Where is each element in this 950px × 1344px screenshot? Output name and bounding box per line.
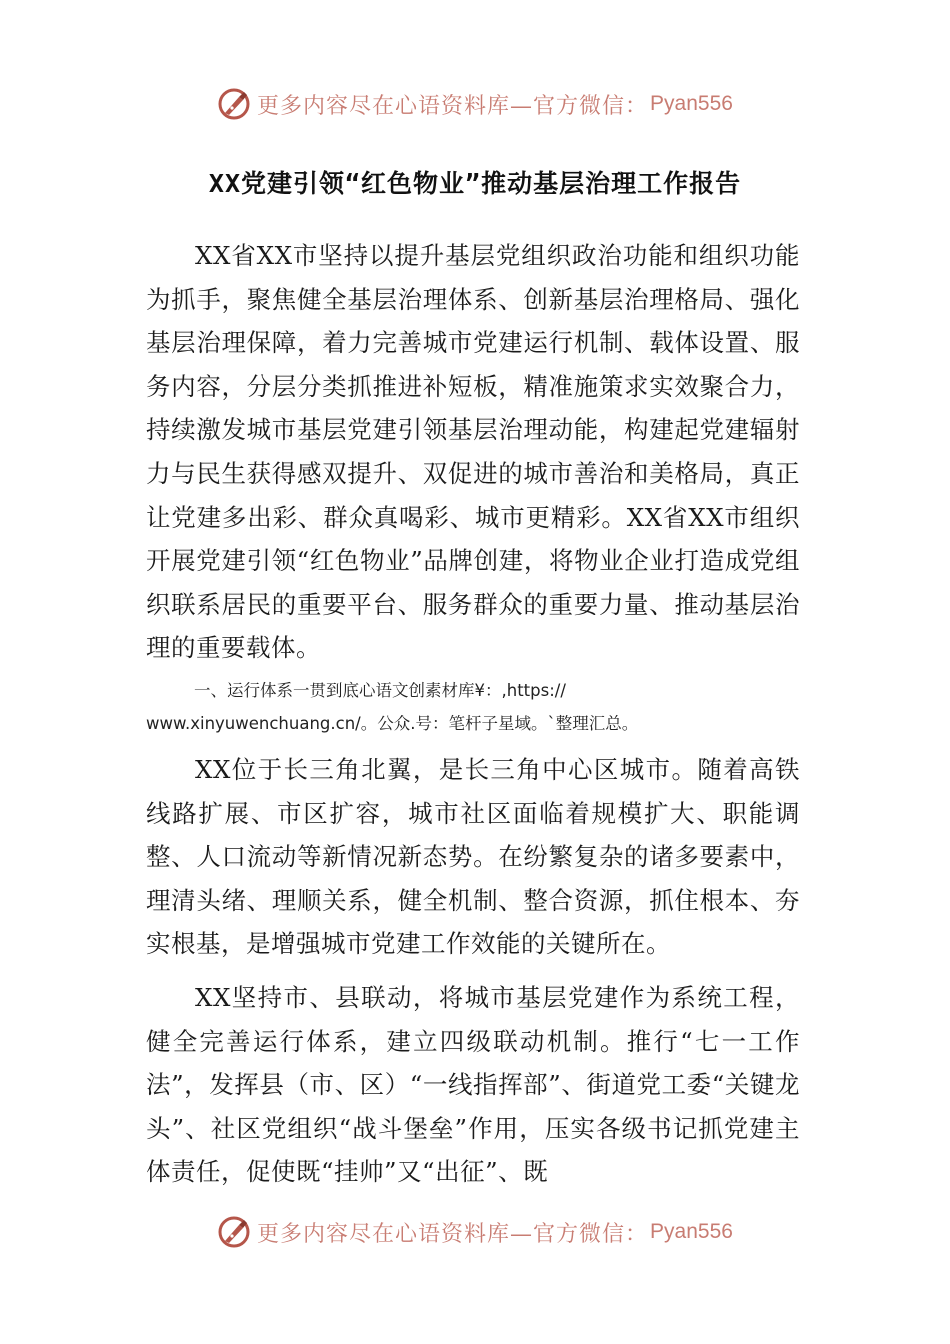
watermark-text: 更多内容尽在心语资料库—官方微信：: [257, 1221, 649, 1247]
paragraph-linkage: XX坚持市、县联动，将城市基层党建作为系统工程，健全完善运行体系，建立四级联动机制。推行“七一工作法”，发挥县（市、区）“一线指挥部”、街道党工委“关键龙头”、社区党组织“战斗堡垒”作用，压实各级书记抓党建主体责任，促使既“挂帅”又“出征”、既: [146, 982, 800, 1187]
paragraph-location: XX位于长三角北翼，是长三角中心区城市。随着高铁线路扩展、市区扩容，城市社区面临着规模扩大、职能调整、人口流动等新情况新态势。在纷繁复杂的诸多要素中，理清头绪、理顺关系，健全机制、整合资源，抓住根本、夯实根基，是增强城市党建工作效能的关键所在。: [146, 754, 800, 959]
document-body: [146, 234, 800, 1194]
watermark-brand: Pyan556: [650, 92, 733, 115]
watermark-text: 更多内容尽在心语资料库—官方微信：: [257, 93, 649, 119]
footer-watermark: [0, 1210, 950, 1254]
watermark-brand: Pyan556: [650, 1220, 733, 1243]
section-note-line1: 一、运行体系一贯到底心语文创素材库¥：,https://: [194, 680, 566, 700]
header-watermark: [0, 82, 950, 126]
paragraph-intro: XX省XX市坚持以提升基层党组织政治功能和组织功能为抓手，聚焦健全基层治理体系、创新基层治理格局、强化基层治理保障，着力完善城市党建运行机制、载体设置、服务内容，分层分类抓推进补短板，精准施策求实效聚合力，持续激发城市基层党建引领基层治理动能，构建起党建辐射力与民生获得感双提升、双促进的城市善治和美格局，真正让党建多出彩、群众真喝彩、城市更精彩。XX省XX市组织开展党建引领“红色物业”品牌创建，将物业企业打造成党组织联系居民的重要平台、服务群众的重要力量、推动基层治理的重要载体。: [146, 241, 800, 663]
section-heading-note: [146, 674, 800, 740]
document-title: XX党建引领“红色物业”推动基层治理工作报告: [208, 169, 742, 198]
section-note-line2: www.xinyuwenchuang.cn/。公众.号：笔杆子星域。`整理汇总。: [146, 713, 639, 733]
pen-nib-seal-icon: [217, 87, 251, 121]
pen-nib-seal-icon: [217, 1215, 251, 1249]
